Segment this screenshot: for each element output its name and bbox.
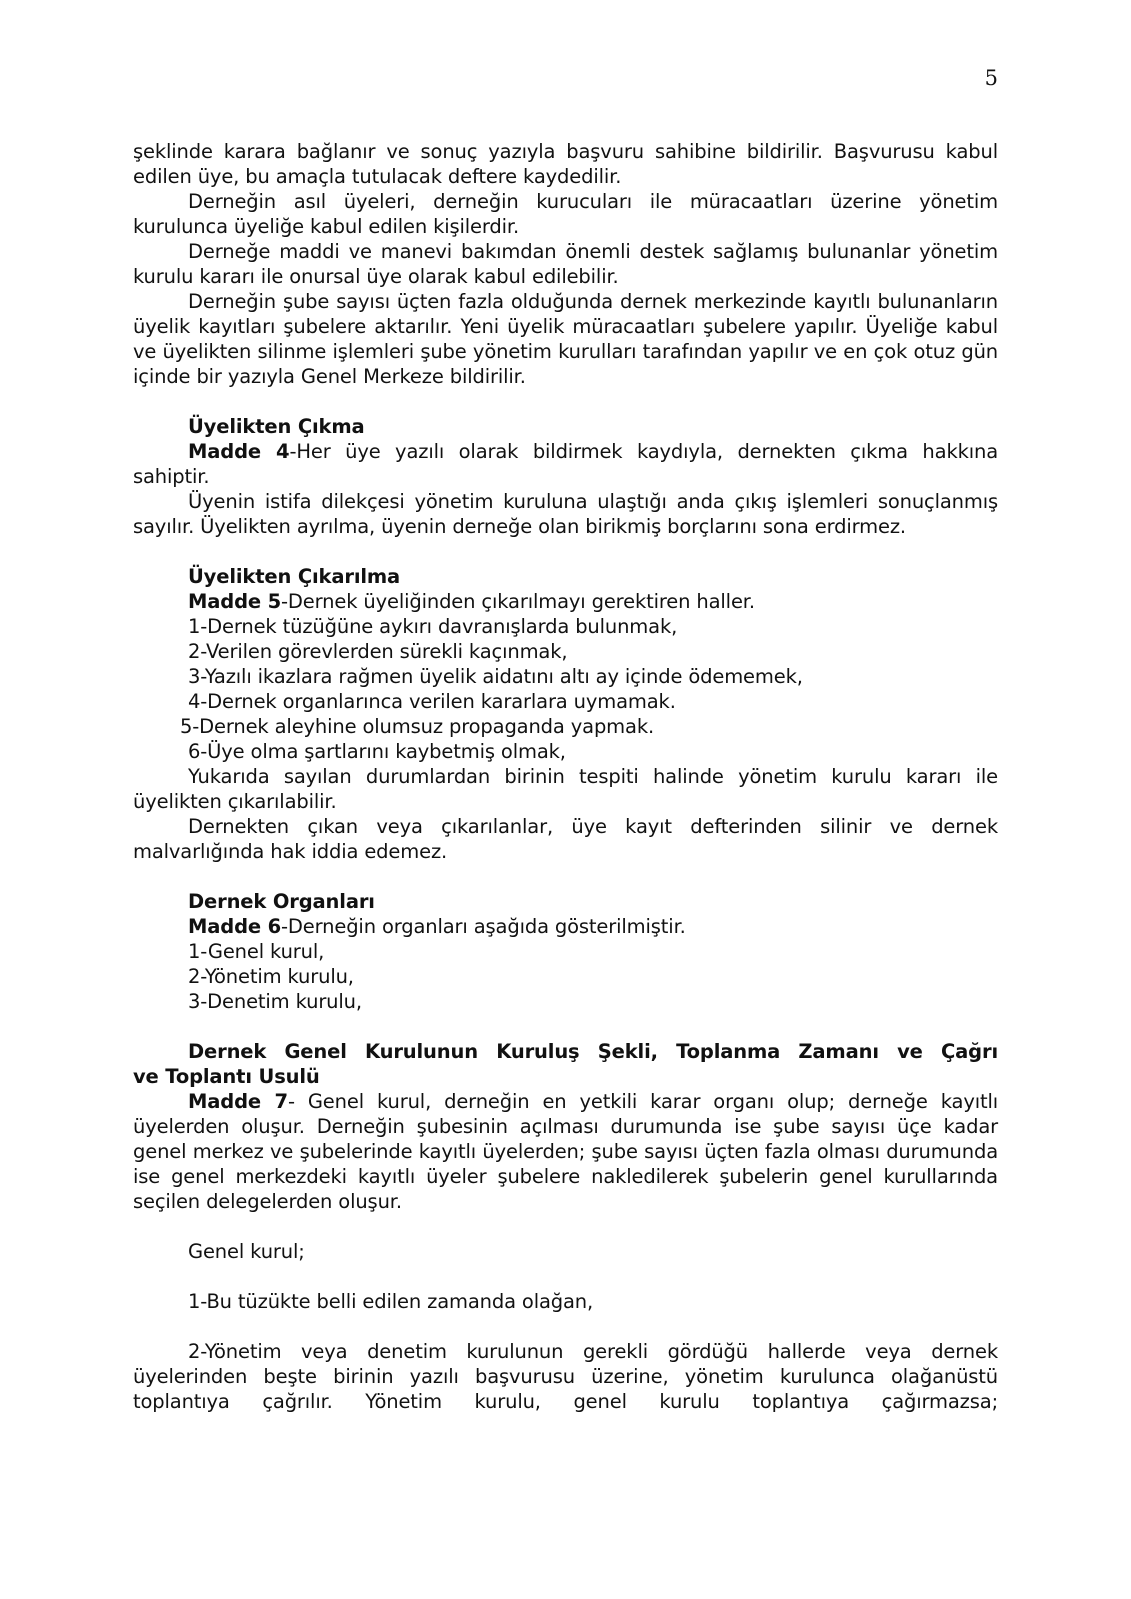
list-item: 1-Bu tüzükte belli edilen zamanda olağan,	[188, 1290, 594, 1313]
list-item-continuing: 2-Yönetim veya denetim kurulunun gerekli gördüğü hallerde veya dernek üyelerinden beşte birinin yazılı başvurusu üzerine, yönetim kurulunca olağanüstü toplantıya çağrılır. Yönetim kurulu, genel kurulu toplantıya çağırmazsa;	[133, 1340, 998, 1413]
list-item: 3-Denetim kurulu,	[188, 990, 362, 1013]
section-heading-genel-kurul-line1: Dernek Genel Kurulunun Kuruluş Şekli, Toplanma Zamanı ve Çağrı	[188, 1040, 998, 1063]
paragraph: Dernekten çıkan veya çıkarılanlar, üye kayıt defterinden silinir ve dernek malvarlığında hak iddia edemez.	[133, 815, 998, 863]
paragraph: Derneğin asıl üyeleri, derneğin kurucuları ile müracaatları üzerine yönetim kurulunca üyeliğe kabul edilen kişilerdir.	[133, 190, 998, 238]
section-heading-dernek-organlari: Dernek Organları	[188, 890, 375, 913]
article-paragraph-madde-5	[133, 589, 998, 614]
paragraph: Yukarıda sayılan durumlardan birinin tespiti halinde yönetim kurulu kararı ile üyelikten çıkarılabilir.	[133, 765, 998, 813]
section-heading-uyelikten-cikarilma: Üyelikten Çıkarılma	[188, 565, 401, 588]
document-body	[133, 139, 998, 1414]
list-item: 3-Yazılı ikazlara rağmen üyelik aidatını altı ay içinde ödememek,	[188, 665, 803, 688]
list-item: 2-Yönetim kurulu,	[188, 965, 354, 988]
article-number: Madde 7	[188, 1090, 288, 1113]
list-item: 4-Dernek organlarınca verilen kararlara uymamak.	[188, 690, 676, 713]
list-item: 2-Verilen görevlerden sürekli kaçınmak,	[188, 640, 568, 663]
section-heading-uyelikten-cikma: Üyelikten Çıkma	[188, 415, 365, 438]
list-item: 5-Dernek aleyhine olumsuz propaganda yapmak.	[180, 715, 655, 738]
article-paragraph-madde-4	[133, 439, 998, 489]
paragraph: Üyenin istifa dilekçesi yönetim kuruluna ulaştığı anda çıkış işlemleri sonuçlanmış sayılır. Üyelikten ayrılma, üyenin derneğe olan birikmiş borçlarını sona erdirmez.	[133, 490, 998, 538]
page-number: 5	[984, 66, 998, 90]
article-paragraph-madde-7	[133, 1089, 998, 1214]
article-text: -Dernek üyeliğinden çıkarılmayı gerektiren haller.	[281, 590, 755, 613]
article-number: Madde 5	[188, 590, 282, 613]
article-text: -Derneğin organları aşağıda gösterilmiştir.	[281, 915, 686, 938]
paragraph-genel-kurul: Genel kurul;	[188, 1240, 305, 1263]
list-item: 1-Genel kurul,	[188, 940, 325, 963]
article-number: Madde 4	[188, 440, 290, 463]
article-text: -Her üye yazılı olarak bildirmek kaydıyla, dernekten çıkma hakkına sahiptir.	[133, 440, 999, 488]
paragraph-continuation: şeklinde karara bağlanır ve sonuç yazıyla başvuru sahibine bildirilir. Başvurusu kabul edilen üye, bu amaçla tutulacak deftere kaydedilir.	[133, 140, 998, 188]
article-number: Madde 6	[188, 915, 282, 938]
section-heading-genel-kurul-line2: ve Toplantı Usulü	[133, 1065, 320, 1088]
article-paragraph-madde-6	[133, 914, 998, 939]
list-item: 6-Üye olma şartlarını kaybetmiş olmak,	[188, 740, 566, 763]
paragraph: Derneğe maddi ve manevi bakımdan önemli destek sağlamış bulunanlar yönetim kurulu kararı ile onursal üye olarak kabul edilebilir.	[133, 240, 998, 288]
paragraph: Derneğin şube sayısı üçten fazla olduğunda dernek merkezinde kayıtlı bulunanların üyelik kayıtları şubelere aktarılır. Yeni üyelik müracaatları şubelere yapılır. Üyeliğe kabul ve üyelikten silinme işlemleri şube yönetim kurulları tarafından yapılır ve en çok otuz gün içinde bir yazıyla Genel Merkeze bildirilir.	[133, 290, 998, 388]
list-item: 1-Dernek tüzüğüne aykırı davranışlarda bulunmak,	[188, 615, 678, 638]
article-text: - Genel kurul, derneğin en yetkili karar organı olup; derneğe kayıtlı üyelerden oluşur. Derneğin şubesinin açılması durumunda ise şube sayısı üçe kadar genel merkez ve şubelerinde kayıtlı üyelerden; şube sayısı üçten fazla olması durumunda ise genel merkezdeki kayıtlı üyeler şubelere nakledilerek şubelerin genel kurullarında seçilen delegelerden oluşur.	[133, 1090, 999, 1213]
